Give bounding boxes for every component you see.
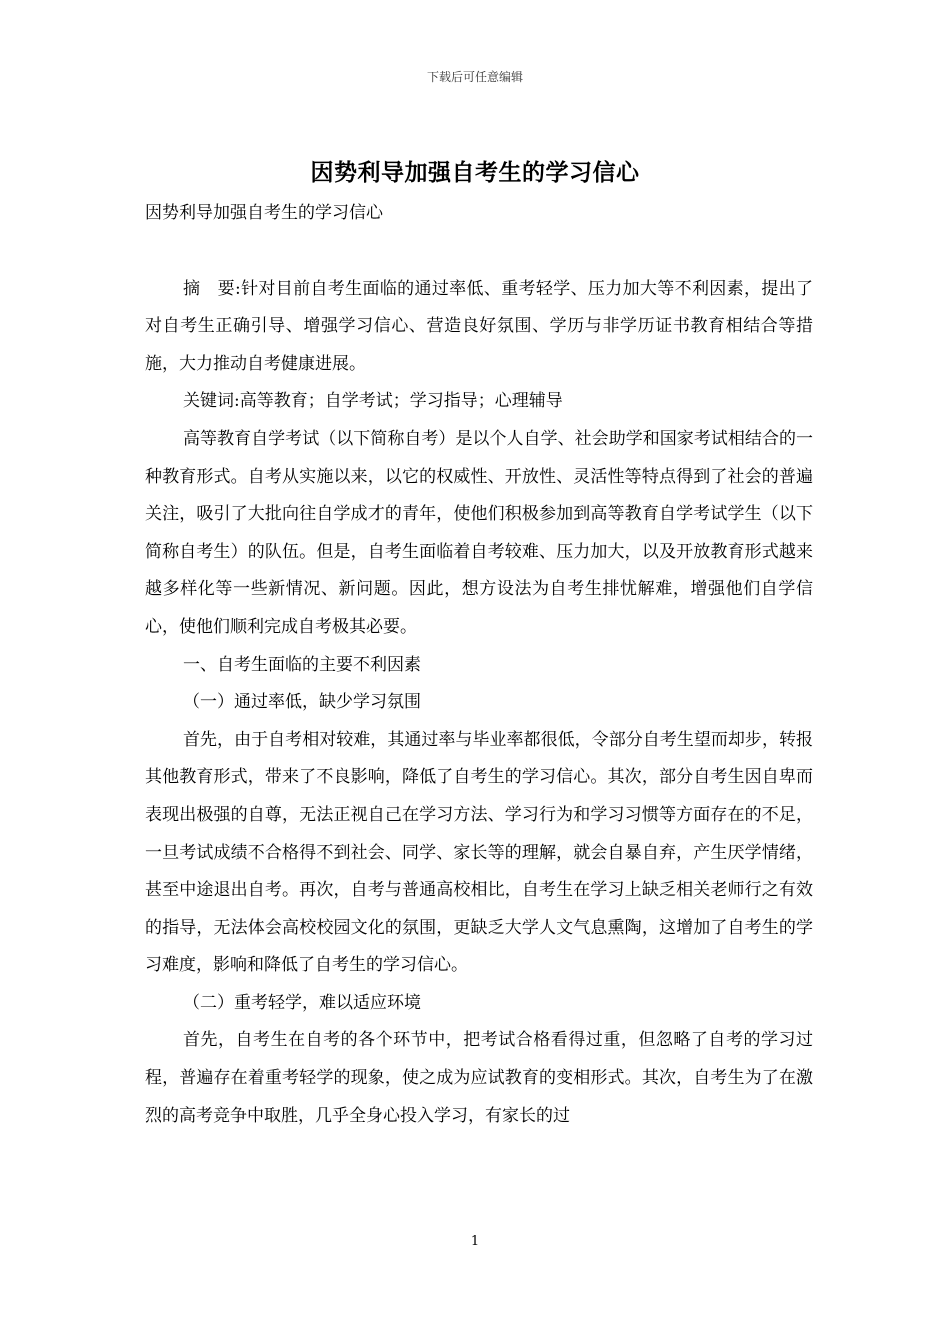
- subsection-heading-2: （二）重考轻学，难以适应环境: [183, 992, 421, 1013]
- document-body: [145, 195, 813, 1135]
- section-heading: 一、自考生面临的主要不利因素: [183, 654, 421, 675]
- subsection-body-1: 首先，由于自考相对较难，其通过率与毕业率都很低，令部分自考生望而却步，转报其他教育形式，带来了不良影响，降低了自考生的学习信心。其次，部分自考生因自卑而表现出极强的自尊，无法正视自己在学习方法、学习行为和学习习惯等方面存在的不足，一旦考试成绩不合格得不到社会、同学、家长等的理解，就会自暴自弃，产生厌学情绪，甚至中途退出自考。再次，自考与普通高校相比，自考生在学习上缺乏相关老师行之有效的指导，无法体会高校校园文化的氛围，更缺乏大学人文气息熏陶，这增加了自考生的学习难度，影响和降低了自考生的学习信心。: [145, 729, 813, 976]
- page-number: 1: [470, 1234, 480, 1249]
- document-title: 因势利导加强自考生的学习信心: [310, 159, 640, 186]
- keywords-paragraph: 关键词:高等教育；自学考试；学习指导；心理辅导: [183, 391, 563, 412]
- subtitle: 因势利导加强自考生的学习信心: [145, 203, 383, 223]
- header-note: 下载后可任意编辑: [426, 70, 523, 84]
- abstract-paragraph: 摘 要:针对目前自考生面临的通过率低、重考轻学、压力加大等不利因素，提出了对自考生正确引导、增强学习信心、营造良好氛围、学历与非学历证书教育相结合等措施，大力推动自考健康进展。: [145, 278, 813, 374]
- intro-paragraph: 高等教育自学考试（以下简称自考）是以个人自学、社会助学和国家考试相结合的一种教育形式。自考从实施以来，以它的权威性、开放性、灵活性等特点得到了社会的普遍关注，吸引了大批向往自学成才的青年，使他们积极参加到高等教育自学考试学生（以下简称自考生）的队伍。但是，自考生面临着自考较难、压力加大，以及开放教育形式越来越多样化等一些新情况、新问题。因此，想方设法为自考生排忧解难，增强他们自学信心，使他们顺利完成自考极其必要。: [145, 428, 813, 637]
- subsection-body-2: 首先，自考生在自考的各个环节中，把考试合格看得过重，但忽略了自考的学习过程，普遍存在着重考轻学的现象，使之成为应试教育的变相形式。其次，自考生为了在激烈的高考竞争中取胜，几乎全身心投入学习，有家长的过: [145, 1030, 813, 1126]
- subsection-heading-1: （一）通过率低，缺少学习氛围: [183, 692, 421, 713]
- blank-line: [145, 233, 813, 271]
